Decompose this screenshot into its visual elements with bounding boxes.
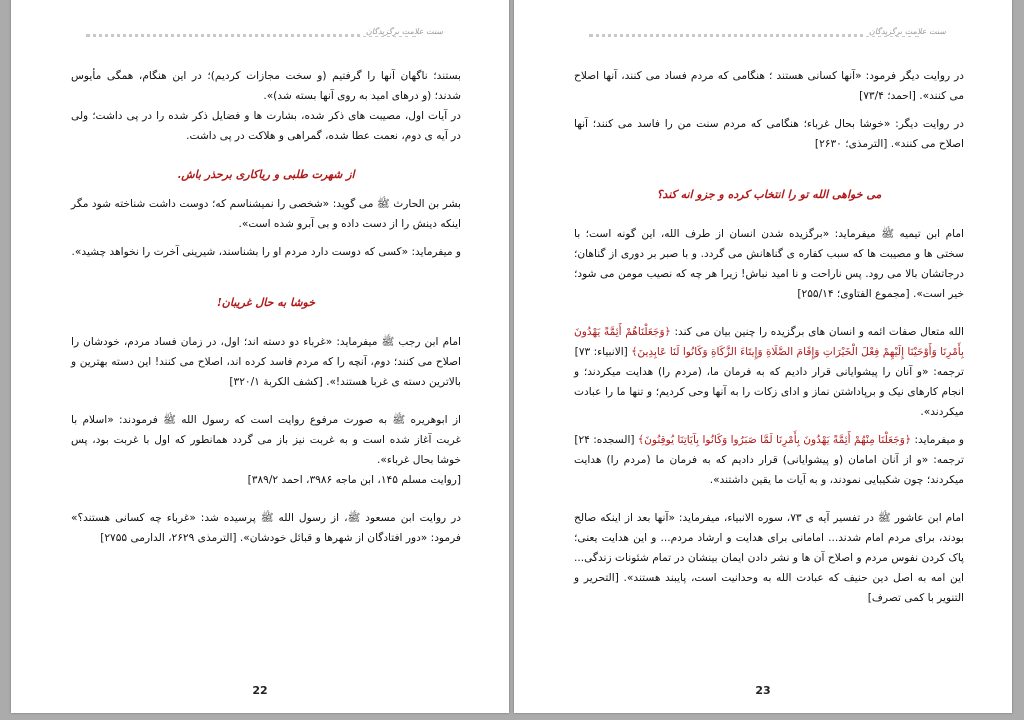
quran-verse: ﴿وَجَعَلْنَاهُمْ أَئِمَّةً يَهْدُونَ بِأَمْرِنَا وَأَوْحَيْنَا إِلَيْهِمْ فِعْلَ الْخَيْرَاتِ وَإِقَامَ الصَّلَاةِ وَإِيتَاءَ الزَّكَاةِ وَكَانُوا لَنَا عَابِدِينَ﴾: [574, 326, 964, 358]
section-heading: خوشا به حال غریبان!: [216, 296, 316, 309]
paragraph: [574, 430, 964, 450]
paragraph: در روایت دیگر: «خوشا بحال غرباء؛ هنگامی که مردم سنت من را فاسد می کنند؛ آنها اصلاح می کنند». [الترمذی؛ ۲۶۳۰]: [574, 118, 964, 150]
paragraph: بشر بن الحارث ﷺ می گوید: «شخصی را نمیشناسم که؛ دوست داشت شناخته شود مگر اینکه دینش را از دست داده و بی آبرو شده است».: [71, 198, 461, 230]
paragraph: بستند؛ ناگهان آنها را گرفتیم (و سخت مجازات کردیم)؛ در این هنگام، همگی مأیوس شدند؛ (و درهای امید به روی آنها بسته شد)».: [71, 70, 461, 102]
paragraph-text: و میفرماید:: [911, 434, 964, 446]
document-page-left: [11, 0, 509, 713]
paragraph: در روایت دیگر فرمود: «آنها کسانی هستند ؛ هنگامی که مردم فساد می کنند، آنها اصلاح می کنند». [احمد؛ ۷۳/۴]: [574, 70, 964, 102]
paragraph: [574, 322, 964, 362]
translation: ترجمه: «و آنان را پیشوایانی قرار دادیم که به فرمان ما، (مردم را) هدایت میکردند؛ و انجام کارهای نیک و برپاداشتن نماز و ادای زکات را به آنها وحی کردیم؛ و تنها ما را عبادت میکردند».: [574, 366, 964, 418]
paragraph: امام ابن تیمیه ﷺ میفرماید: «برگزیده شدن انسان از طرف الله، این گونه است؛ با سختی ها و مصیبت ها که سبب کفاره ی گناهانش می گردد. و با صبر بر دوری از گناهان؛ درجاتشان بالا می رود. پس ناراحت و نا امید نباش! زیرا هر چه که نصیب مومن می شود؛ خیر است». [مجموع الفتاوی؛ ۲۵۵/۱۴]: [574, 228, 964, 300]
section-heading: می خواهی الله تو را انتخاب کرده و جزو انه کند؟: [656, 188, 882, 201]
citation: [روایت مسلم ۱۴۵، ابن ماجه ۳۹۸۶، احمد ۳۸۹/۲]: [247, 474, 461, 486]
running-header-text: سنت علامت برگزیدگان: [363, 27, 446, 36]
paragraph: امام ابن عاشور ﷺ در تفسیر آیه ی ۷۳، سوره الانبیاء، میفرماید: «آنها بعد از اینکه صالح بودند، برای مردم امام شدند... امامانی برای هدایت و ارشاد مردم... و این هدایت یعنی؛ پاک کردن نفوس مردم و اصلاح آن ها و نشر دادن ایمان بینشان در تمام شئونات زندگی... این امه به اصل دین حنیف که عبادت الله به وحدانیت است، پایبند هستند». [التحریر و التنویر با کمی تصرف]: [574, 512, 964, 604]
verse-reference: [الانبیاء: ۷۳]: [574, 346, 632, 358]
verse-reference: [السجده: ۲۴]: [574, 434, 638, 446]
running-header: [86, 27, 443, 46]
translation: ترجمه: «و از آنان امامان (و پیشوایانی) قرار دادیم که به فرمان ما (مردم را) هدایت میکردند؛ چون شکیبایی نمودند، و به آیات ما یقین داشتند».: [574, 454, 964, 486]
page-body: [574, 66, 964, 608]
running-header: [589, 27, 946, 46]
running-header-text: سنت علامت برگزیدگان: [866, 27, 949, 36]
paragraph: از ابوهریره ﷺ به صورت مرفوع روایت است که رسول الله ﷺ فرمودند: «اسلام با غربت آغاز شده است و به غربت نیز باز می گردد همانطور که اول با غربت بود، پس خوشا بحال غرباء».: [71, 414, 461, 466]
paragraph: در آیات اول، مصیبت های ذکر شده، بشارت ها و فضایل ذکر شده را در پی داشت؛ ولی در آیه ی دوم، نعمت عطا شده، گمراهی و هلاکت در پی داشت.: [71, 110, 461, 142]
page-body: [71, 66, 461, 548]
paragraph: و میفرماید: «کسی که دوست دارد مردم او را بشناسند، شیرینی آخرت را نخواهد چشید».: [71, 246, 461, 258]
document-page-right: [514, 0, 1012, 713]
paragraph: در روایت ابن مسعود ﷺ، از رسول الله ﷺ پرسیده شد: «غرباء چه کسانی هستند؟» فرمود: «دور افتادگان از شهرها و قبائل خودشان». [الترمذی ۲۶۲۹، الدارمی ۲۷۵۵]: [71, 512, 461, 544]
quran-verse: ﴿وَجَعَلْنَا مِنْهُمْ أَئِمَّةً يَهْدُونَ بِأَمْرِنَا لَمَّا صَبَرُوا وَكَانُوا بِآيَاتِنَا يُوقِنُونَ﴾: [637, 434, 912, 446]
page-number: 23: [755, 684, 771, 697]
paragraph-text: الله متعال صفات ائمه و انسان های برگزیده را چنین بیان می کند:: [670, 326, 964, 338]
page-number: 22: [252, 684, 268, 697]
paragraph: امام ابن رجب ﷺ میفرماید: «غرباء دو دسته اند؛ اول، در زمان فساد مردم، خودشان را اصلاح می کنند؛ دوم، آنچه را که مردم فاسد کرده اند، اصلاح می کنند! این دسته بهترین و بالاترین دسته ی غربا هستند!». [کشف الکربة ۳۲۰/۱]: [71, 336, 461, 388]
section-heading: از شهرت طلبی و ریاکاری برحذر باش.: [177, 168, 355, 181]
